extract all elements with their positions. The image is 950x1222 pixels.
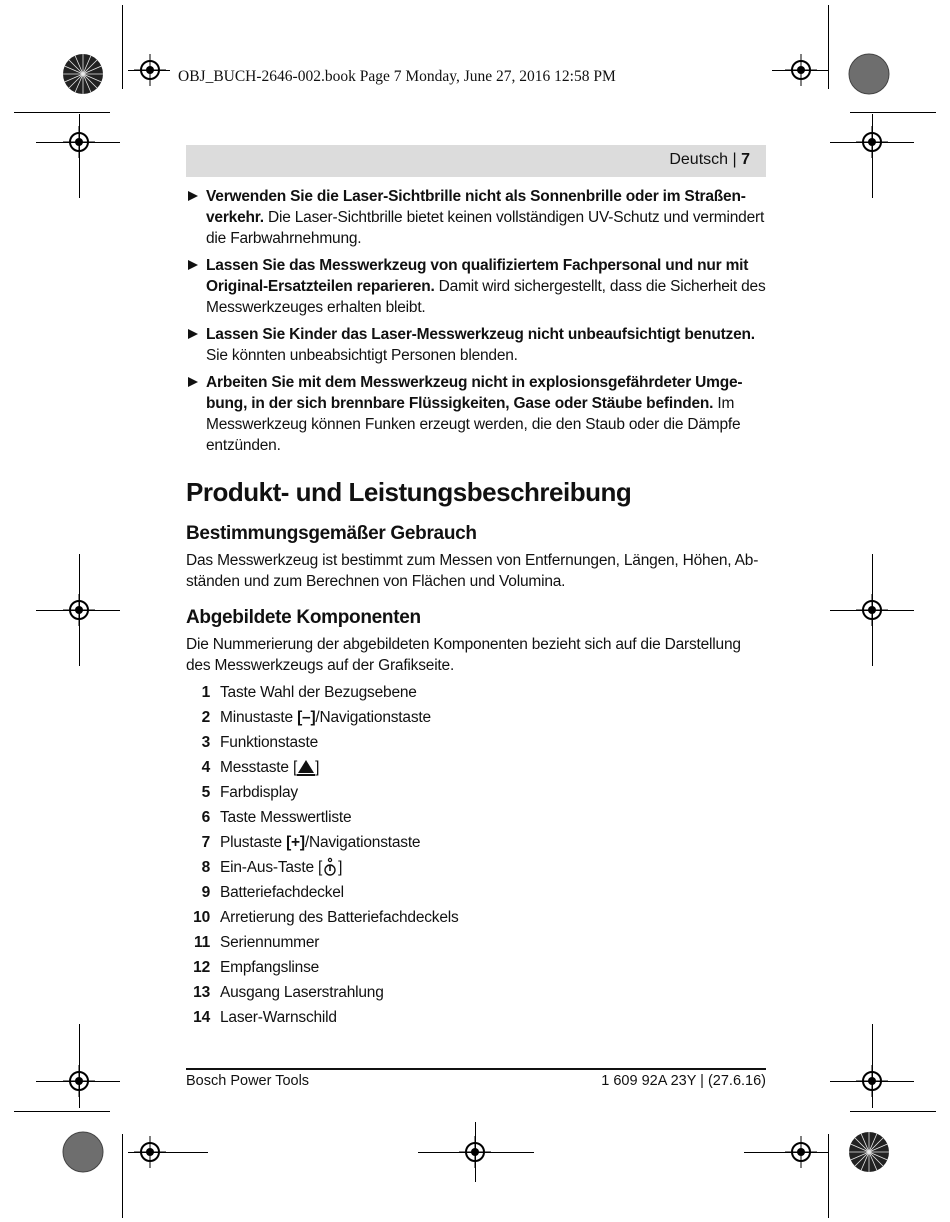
list-item	[186, 705, 766, 730]
item-label	[220, 730, 318, 755]
item-label-suffix: /Navigationstaste	[315, 709, 431, 726]
bracket-open: [	[292, 759, 298, 776]
list-item	[186, 1005, 766, 1030]
footer-rule	[186, 1068, 766, 1070]
list-item	[186, 755, 766, 780]
item-number: 14	[193, 1009, 210, 1026]
item-number: 9	[201, 884, 210, 901]
plus-symbol: [+]	[286, 834, 305, 851]
item-number: 11	[194, 934, 210, 951]
list-item	[186, 730, 766, 755]
measure-triangle-icon	[298, 760, 314, 773]
item-label-text: Arretierung des Batteriefachdeckels	[220, 909, 459, 926]
print-header: OBJ_BUCH-2646-002.book Page 7 Monday, June 27, 2016 12:58 PM	[178, 68, 616, 85]
bullet-arrow-icon	[188, 377, 198, 387]
registration-mark-icon	[63, 594, 95, 626]
components-list	[186, 680, 766, 1030]
list-item	[186, 930, 766, 955]
intended-use-heading: Bestimmungsgemäßer Gebrauch	[186, 523, 477, 544]
bullet-arrow-icon	[188, 191, 198, 201]
item-number: 7	[201, 834, 210, 851]
item-label-text: Farbdisplay	[220, 784, 298, 801]
page-number: 7	[741, 151, 750, 168]
crop-mark	[828, 5, 829, 89]
item-label-text: Empfangslinse	[220, 959, 320, 976]
list-item	[186, 830, 766, 855]
footer-brand: Bosch Power Tools	[186, 1073, 310, 1089]
item-label-text: Ein-Aus-Taste	[220, 859, 318, 876]
list-item	[186, 680, 766, 705]
registration-mark-icon	[459, 1136, 491, 1168]
section-title: Produkt- und Leistungsbeschreibung	[186, 477, 632, 507]
crop-mark	[850, 1111, 936, 1112]
running-header	[186, 145, 766, 177]
item-label	[220, 905, 459, 930]
item-label	[220, 980, 384, 1005]
item-label	[220, 880, 344, 905]
registration-mark-icon	[856, 126, 888, 158]
item-label-text: Funktionstaste	[220, 734, 319, 751]
bracket-close: ]	[315, 759, 320, 776]
item-number: 1	[201, 684, 210, 701]
registration-mark-icon	[63, 1065, 95, 1097]
bullet-text: Die Laser-Sichtbrille bietet keinen vollständigen UV-Schutz und vermindert die Farbwahrnehmung.	[206, 209, 765, 247]
item-label-text: Minustaste	[220, 709, 298, 726]
bullet-bold-text: Lassen Sie das Messwerkzeug von qualifiziertem Fachpersonal und nur mit Original-Ersatzteilen reparieren.	[206, 257, 749, 295]
item-number: 3	[201, 734, 210, 751]
item-number: 4	[201, 759, 210, 776]
list-item	[186, 955, 766, 980]
crop-mark	[850, 112, 936, 113]
gray-target-icon	[848, 53, 890, 95]
item-label	[220, 705, 431, 730]
item-label	[220, 805, 351, 830]
bullet-bold-text: Lassen Sie Kinder das Laser-Messwerkzeug nicht unbeaufsichtigt benutzen.	[206, 326, 755, 343]
language-label: Deutsch	[669, 151, 729, 168]
item-label-suffix: /Navigationstaste	[304, 834, 421, 851]
list-item	[186, 805, 766, 830]
item-label	[220, 955, 319, 980]
crop-mark	[122, 5, 123, 89]
item-number: 12	[193, 959, 210, 976]
item-label-text: Plustaste	[220, 834, 287, 851]
header-separator: |	[728, 151, 742, 168]
footer-doc-number: 1 609 92A 23Y | (27.6.16)	[601, 1073, 766, 1089]
gray-target-icon	[62, 1131, 104, 1173]
item-number: 10	[193, 909, 210, 926]
item-label	[220, 1005, 337, 1030]
item-label	[220, 930, 319, 955]
registration-mark-icon	[856, 594, 888, 626]
item-label-text: Seriennummer	[220, 934, 320, 951]
list-item	[186, 855, 766, 880]
registration-mark-icon	[856, 1065, 888, 1097]
safety-bullet	[186, 324, 766, 366]
bracket-close: ]	[338, 859, 343, 876]
item-number: 5	[201, 784, 210, 801]
item-label-text: Taste Messwertliste	[220, 809, 352, 826]
list-item	[186, 880, 766, 905]
safety-bullet	[186, 372, 766, 456]
item-label	[220, 680, 417, 705]
registration-mark-icon	[134, 1136, 166, 1168]
item-label-text: Batteriefachdeckel	[220, 884, 344, 901]
safety-bullet	[186, 255, 766, 318]
crop-mark	[122, 1134, 123, 1218]
power-icon	[323, 857, 337, 877]
item-label	[220, 755, 319, 780]
bullet-text: Im Messwerkzeug können Funken erzeugt werden, die den Staub oder die Dämpfe entzünden.	[206, 395, 741, 454]
item-label	[220, 780, 298, 805]
list-item	[186, 780, 766, 805]
item-number: 13	[193, 984, 210, 1001]
crop-mark	[14, 112, 110, 113]
item-label-text: Laser-Warnschild	[220, 1009, 337, 1026]
bullet-bold-text: Verwenden Sie die Laser-Sichtbrille nicht als Sonnenbrille oder im Straßenverkehr.	[206, 188, 746, 226]
item-number: 2	[201, 709, 210, 726]
list-item	[186, 980, 766, 1005]
starburst-target-icon	[848, 1131, 890, 1173]
intended-use-text: Das Messwerkzeug ist bestimmt zum Messen von Entfernungen, Längen, Höhen, Abständen und zum Berechnen von Flächen und Volumina.	[186, 552, 759, 590]
item-number: 8	[201, 859, 210, 876]
minus-symbol: [–]	[297, 709, 316, 726]
starburst-target-icon	[62, 53, 104, 95]
running-header-label	[669, 151, 750, 169]
bullet-arrow-icon	[188, 329, 198, 339]
item-label	[220, 855, 342, 880]
crop-mark	[14, 1111, 110, 1112]
registration-mark-icon	[785, 54, 817, 86]
item-label	[220, 830, 420, 855]
crop-mark	[828, 1134, 829, 1218]
item-label-text: Taste Wahl der Bezugsebene	[220, 684, 417, 701]
item-label-text: Ausgang Laserstrahlung	[220, 984, 384, 1001]
registration-mark-icon	[63, 126, 95, 158]
item-label-text: Messtaste	[220, 759, 293, 776]
bullet-arrow-icon	[188, 260, 198, 270]
bullet-text: Sie könnten unbeabsichtigt Personen blenden.	[206, 347, 518, 364]
list-item	[186, 905, 766, 930]
registration-mark-icon	[134, 54, 166, 86]
bullet-bold-text: Arbeiten Sie mit dem Messwerkzeug nicht in explosionsgefährdeter Umgebung, in der sich brennbare Flüssigkeiten, Gase oder Stäube befinden.	[206, 374, 743, 412]
components-intro: Die Nummerierung der abgebildeten Komponenten bezieht sich auf die Darstellung des Messwerkzeugs auf der Grafikseite.	[186, 636, 741, 674]
bullet-text: Damit wird sichergestellt, dass die Sicherheit des Messwerkzeuges erhalten bleibt.	[206, 278, 766, 316]
components-heading: Abgebildete Komponenten	[186, 607, 421, 628]
safety-bullet	[186, 186, 766, 249]
item-number: 6	[201, 809, 210, 826]
bracket-open: [	[318, 859, 323, 876]
registration-mark-icon	[785, 1136, 817, 1168]
page-content	[186, 186, 766, 1030]
